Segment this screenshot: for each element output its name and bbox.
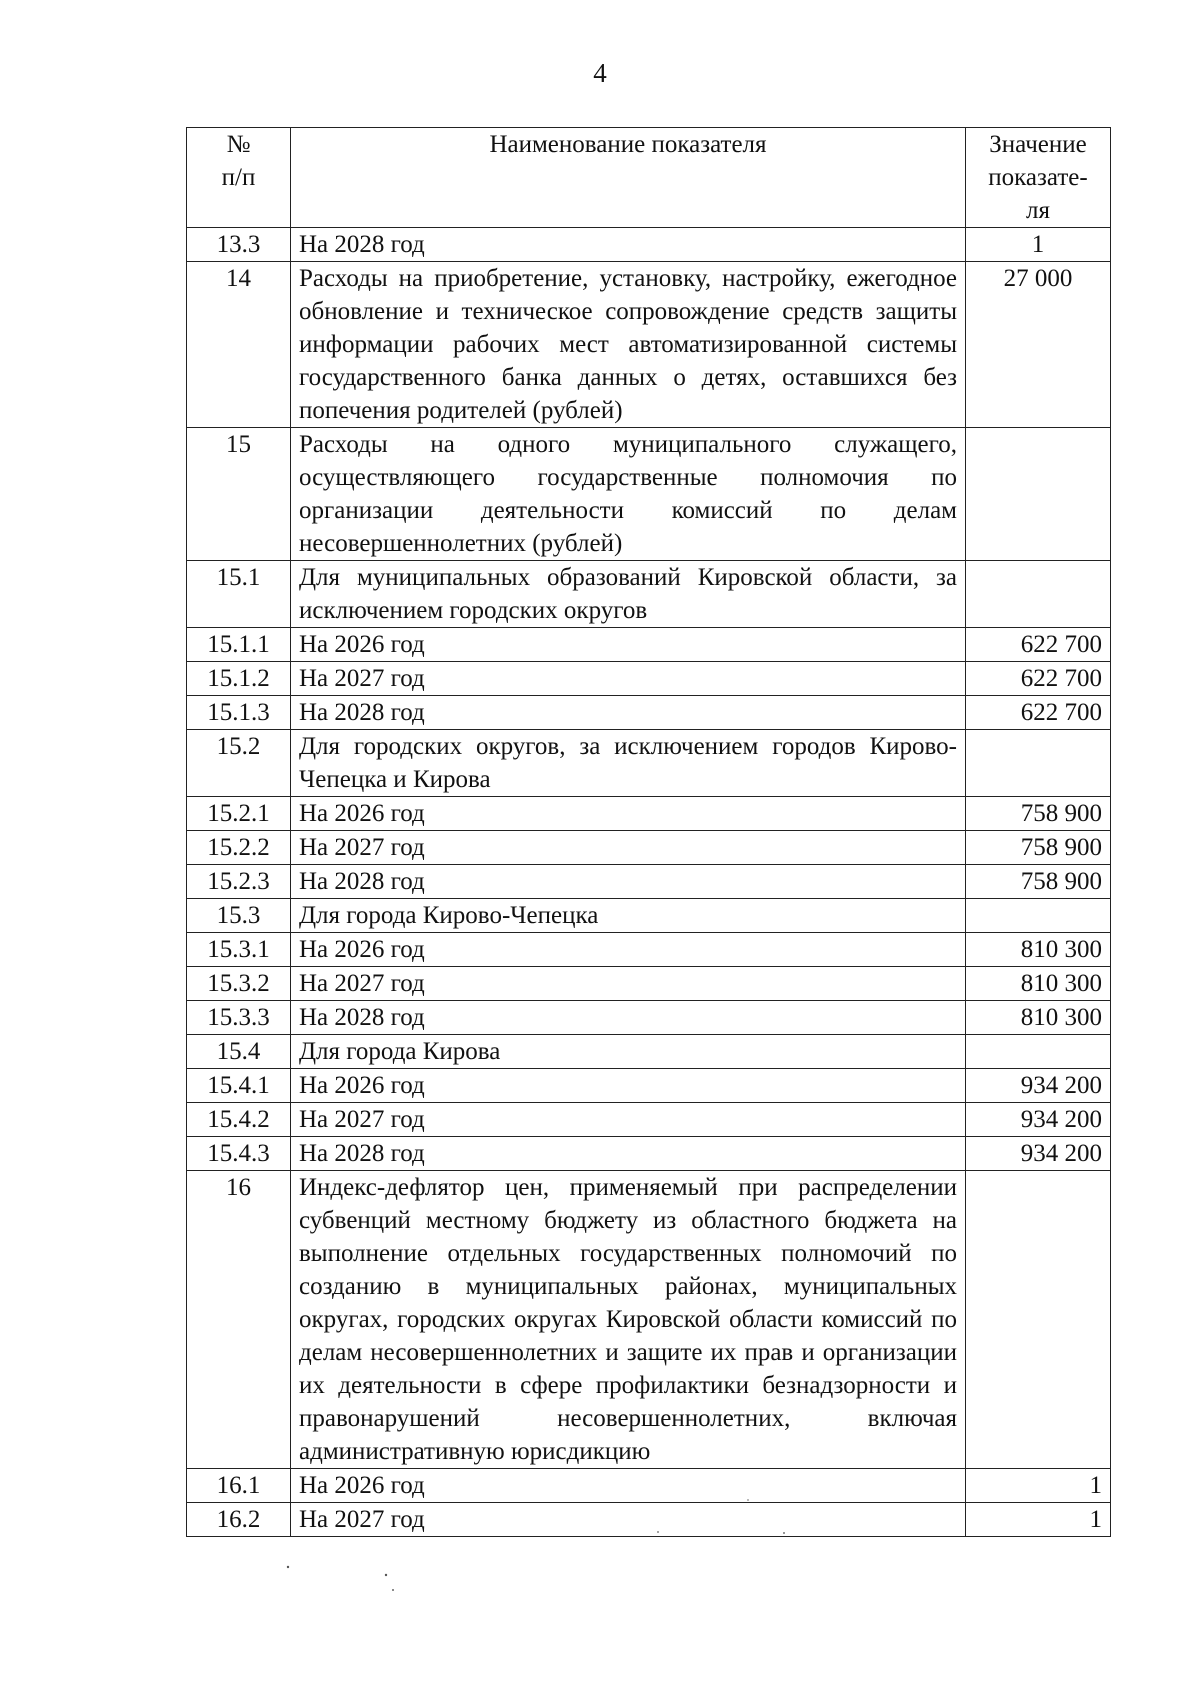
row-name-cell: На 2026 год bbox=[291, 797, 966, 831]
row-number-cell: 15.3.3 bbox=[187, 1001, 291, 1035]
table-row bbox=[187, 262, 1111, 428]
row-name-cell: На 2028 год bbox=[291, 865, 966, 899]
row-value-cell bbox=[966, 561, 1111, 628]
row-name-cell: На 2028 год bbox=[291, 1137, 966, 1171]
row-value-cell: 810 300 bbox=[966, 967, 1111, 1001]
table-row bbox=[187, 1137, 1111, 1171]
indicators-table bbox=[186, 127, 1111, 1537]
row-number-cell: 15.2 bbox=[187, 730, 291, 797]
table-row bbox=[187, 1469, 1111, 1503]
header-number-line: п/п bbox=[221, 164, 256, 191]
row-name-cell: Для городских округов, за исключением городов Кирово-Чепецка и Кирова bbox=[291, 730, 966, 797]
row-name-cell: Расходы на приобретение, установку, настройку, ежегодное обновление и техническое сопровождение средств защиты информации рабочих мест автоматизированной системы государственного банка данных о детях, оставшихся без попечения родителей (рублей) bbox=[291, 262, 966, 428]
page-number: 4 bbox=[593, 58, 607, 88]
row-name-cell: На 2026 год bbox=[291, 1469, 966, 1503]
table-row bbox=[187, 662, 1111, 696]
row-number-cell: 15.3.2 bbox=[187, 967, 291, 1001]
table-row bbox=[187, 933, 1111, 967]
row-name-cell: Для города Кирова bbox=[291, 1035, 966, 1069]
row-name-cell: На 2028 год bbox=[291, 1001, 966, 1035]
row-name-cell: На 2027 год bbox=[291, 967, 966, 1001]
row-name-cell: Для муниципальных образований Кировской области, за исключением городских округов bbox=[291, 561, 966, 628]
table-row bbox=[187, 1069, 1111, 1103]
header-value-line: ля bbox=[1026, 197, 1050, 224]
row-value-cell bbox=[966, 428, 1111, 561]
row-number-cell: 15.4 bbox=[187, 1035, 291, 1069]
table-row bbox=[187, 1035, 1111, 1069]
table-row bbox=[187, 899, 1111, 933]
table-body bbox=[187, 228, 1111, 1537]
table-row bbox=[187, 428, 1111, 561]
row-value-cell: 934 200 bbox=[966, 1137, 1111, 1171]
table-row bbox=[187, 967, 1111, 1001]
row-number-cell: 15.4.2 bbox=[187, 1103, 291, 1137]
row-value-cell: 622 700 bbox=[966, 662, 1111, 696]
row-value-cell: 758 900 bbox=[966, 865, 1111, 899]
row-value-cell: 1 bbox=[966, 1503, 1111, 1537]
row-number-cell: 16.1 bbox=[187, 1469, 291, 1503]
row-value-cell: 27 000 bbox=[966, 262, 1111, 428]
header-value-line: Значение bbox=[989, 131, 1087, 158]
header-value-line: показате- bbox=[988, 164, 1088, 191]
row-number-cell: 15.3.1 bbox=[187, 933, 291, 967]
row-name-cell: На 2026 год bbox=[291, 628, 966, 662]
row-name-cell: На 2026 год bbox=[291, 933, 966, 967]
row-name-cell: На 2028 год bbox=[291, 228, 966, 262]
row-value-cell bbox=[966, 1035, 1111, 1069]
row-number-cell: 15.4.3 bbox=[187, 1137, 291, 1171]
row-name-cell: На 2028 год bbox=[291, 696, 966, 730]
row-number-cell: 15.2.1 bbox=[187, 797, 291, 831]
row-value-cell: 1 bbox=[966, 1469, 1111, 1503]
row-number-cell: 15.1.1 bbox=[187, 628, 291, 662]
row-value-cell: 810 300 bbox=[966, 933, 1111, 967]
table-row bbox=[187, 228, 1111, 262]
row-name-cell: На 2026 год bbox=[291, 1069, 966, 1103]
table-row bbox=[187, 730, 1111, 797]
row-name-cell: На 2027 год bbox=[291, 831, 966, 865]
table-row bbox=[187, 696, 1111, 730]
row-value-cell: 622 700 bbox=[966, 696, 1111, 730]
table-header-row bbox=[187, 128, 1111, 228]
row-name-cell: На 2027 год bbox=[291, 1103, 966, 1137]
row-number-cell: 13.3 bbox=[187, 228, 291, 262]
row-name-cell: На 2027 год bbox=[291, 1503, 966, 1537]
row-number-cell: 15.3 bbox=[187, 899, 291, 933]
table-row bbox=[187, 1171, 1111, 1469]
row-value-cell: 934 200 bbox=[966, 1069, 1111, 1103]
table-row bbox=[187, 865, 1111, 899]
row-number-cell: 16.2 bbox=[187, 1503, 291, 1537]
header-number-column bbox=[187, 128, 291, 228]
row-value-cell: 934 200 bbox=[966, 1103, 1111, 1137]
row-value-cell: 758 900 bbox=[966, 797, 1111, 831]
row-number-cell: 15.1 bbox=[187, 561, 291, 628]
row-value-cell bbox=[966, 730, 1111, 797]
table-row bbox=[187, 561, 1111, 628]
row-number-cell: 15.2.3 bbox=[187, 865, 291, 899]
table-row bbox=[187, 1503, 1111, 1537]
row-number-cell: 15.1.3 bbox=[187, 696, 291, 730]
table-row bbox=[187, 628, 1111, 662]
header-name-column: Наименование показателя bbox=[291, 128, 966, 228]
row-number-cell: 15.4.1 bbox=[187, 1069, 291, 1103]
row-value-cell: 622 700 bbox=[966, 628, 1111, 662]
row-value-cell: 1 bbox=[966, 228, 1111, 262]
row-number-cell: 15.2.2 bbox=[187, 831, 291, 865]
row-value-cell: 810 300 bbox=[966, 1001, 1111, 1035]
row-number-cell: 16 bbox=[187, 1171, 291, 1469]
table-row bbox=[187, 1001, 1111, 1035]
header-value-column bbox=[966, 128, 1111, 228]
row-name-cell: Индекс-дефлятор цен, применяемый при распределении субвенций местному бюджету из областного бюджета на выполнение отдельных государственных полномочий по созданию в муниципальных районах, муниципальных округах, городских округах Кировской области комиссий по делам несовершеннолетних и защите их прав и организации их деятельности в сфере профилактики безнадзорности и правонарушений несовершеннолетних, включая административную юрисдикцию bbox=[291, 1171, 966, 1469]
row-number-cell: 14 bbox=[187, 262, 291, 428]
row-name-cell: Для города Кирово-Чепецка bbox=[291, 899, 966, 933]
table-row bbox=[187, 797, 1111, 831]
table-row bbox=[187, 831, 1111, 865]
row-value-cell bbox=[966, 899, 1111, 933]
row-number-cell: 15 bbox=[187, 428, 291, 561]
header-number-line: № bbox=[226, 131, 251, 158]
row-name-cell: На 2027 год bbox=[291, 662, 966, 696]
row-number-cell: 15.1.2 bbox=[187, 662, 291, 696]
row-value-cell bbox=[966, 1171, 1111, 1469]
row-value-cell: 758 900 bbox=[966, 831, 1111, 865]
row-name-cell: Расходы на одного муниципального служащего, осуществляющего государственные полномочия по организации деятельности комиссий по делам несовершеннолетних (рублей) bbox=[291, 428, 966, 561]
table-row bbox=[187, 1103, 1111, 1137]
